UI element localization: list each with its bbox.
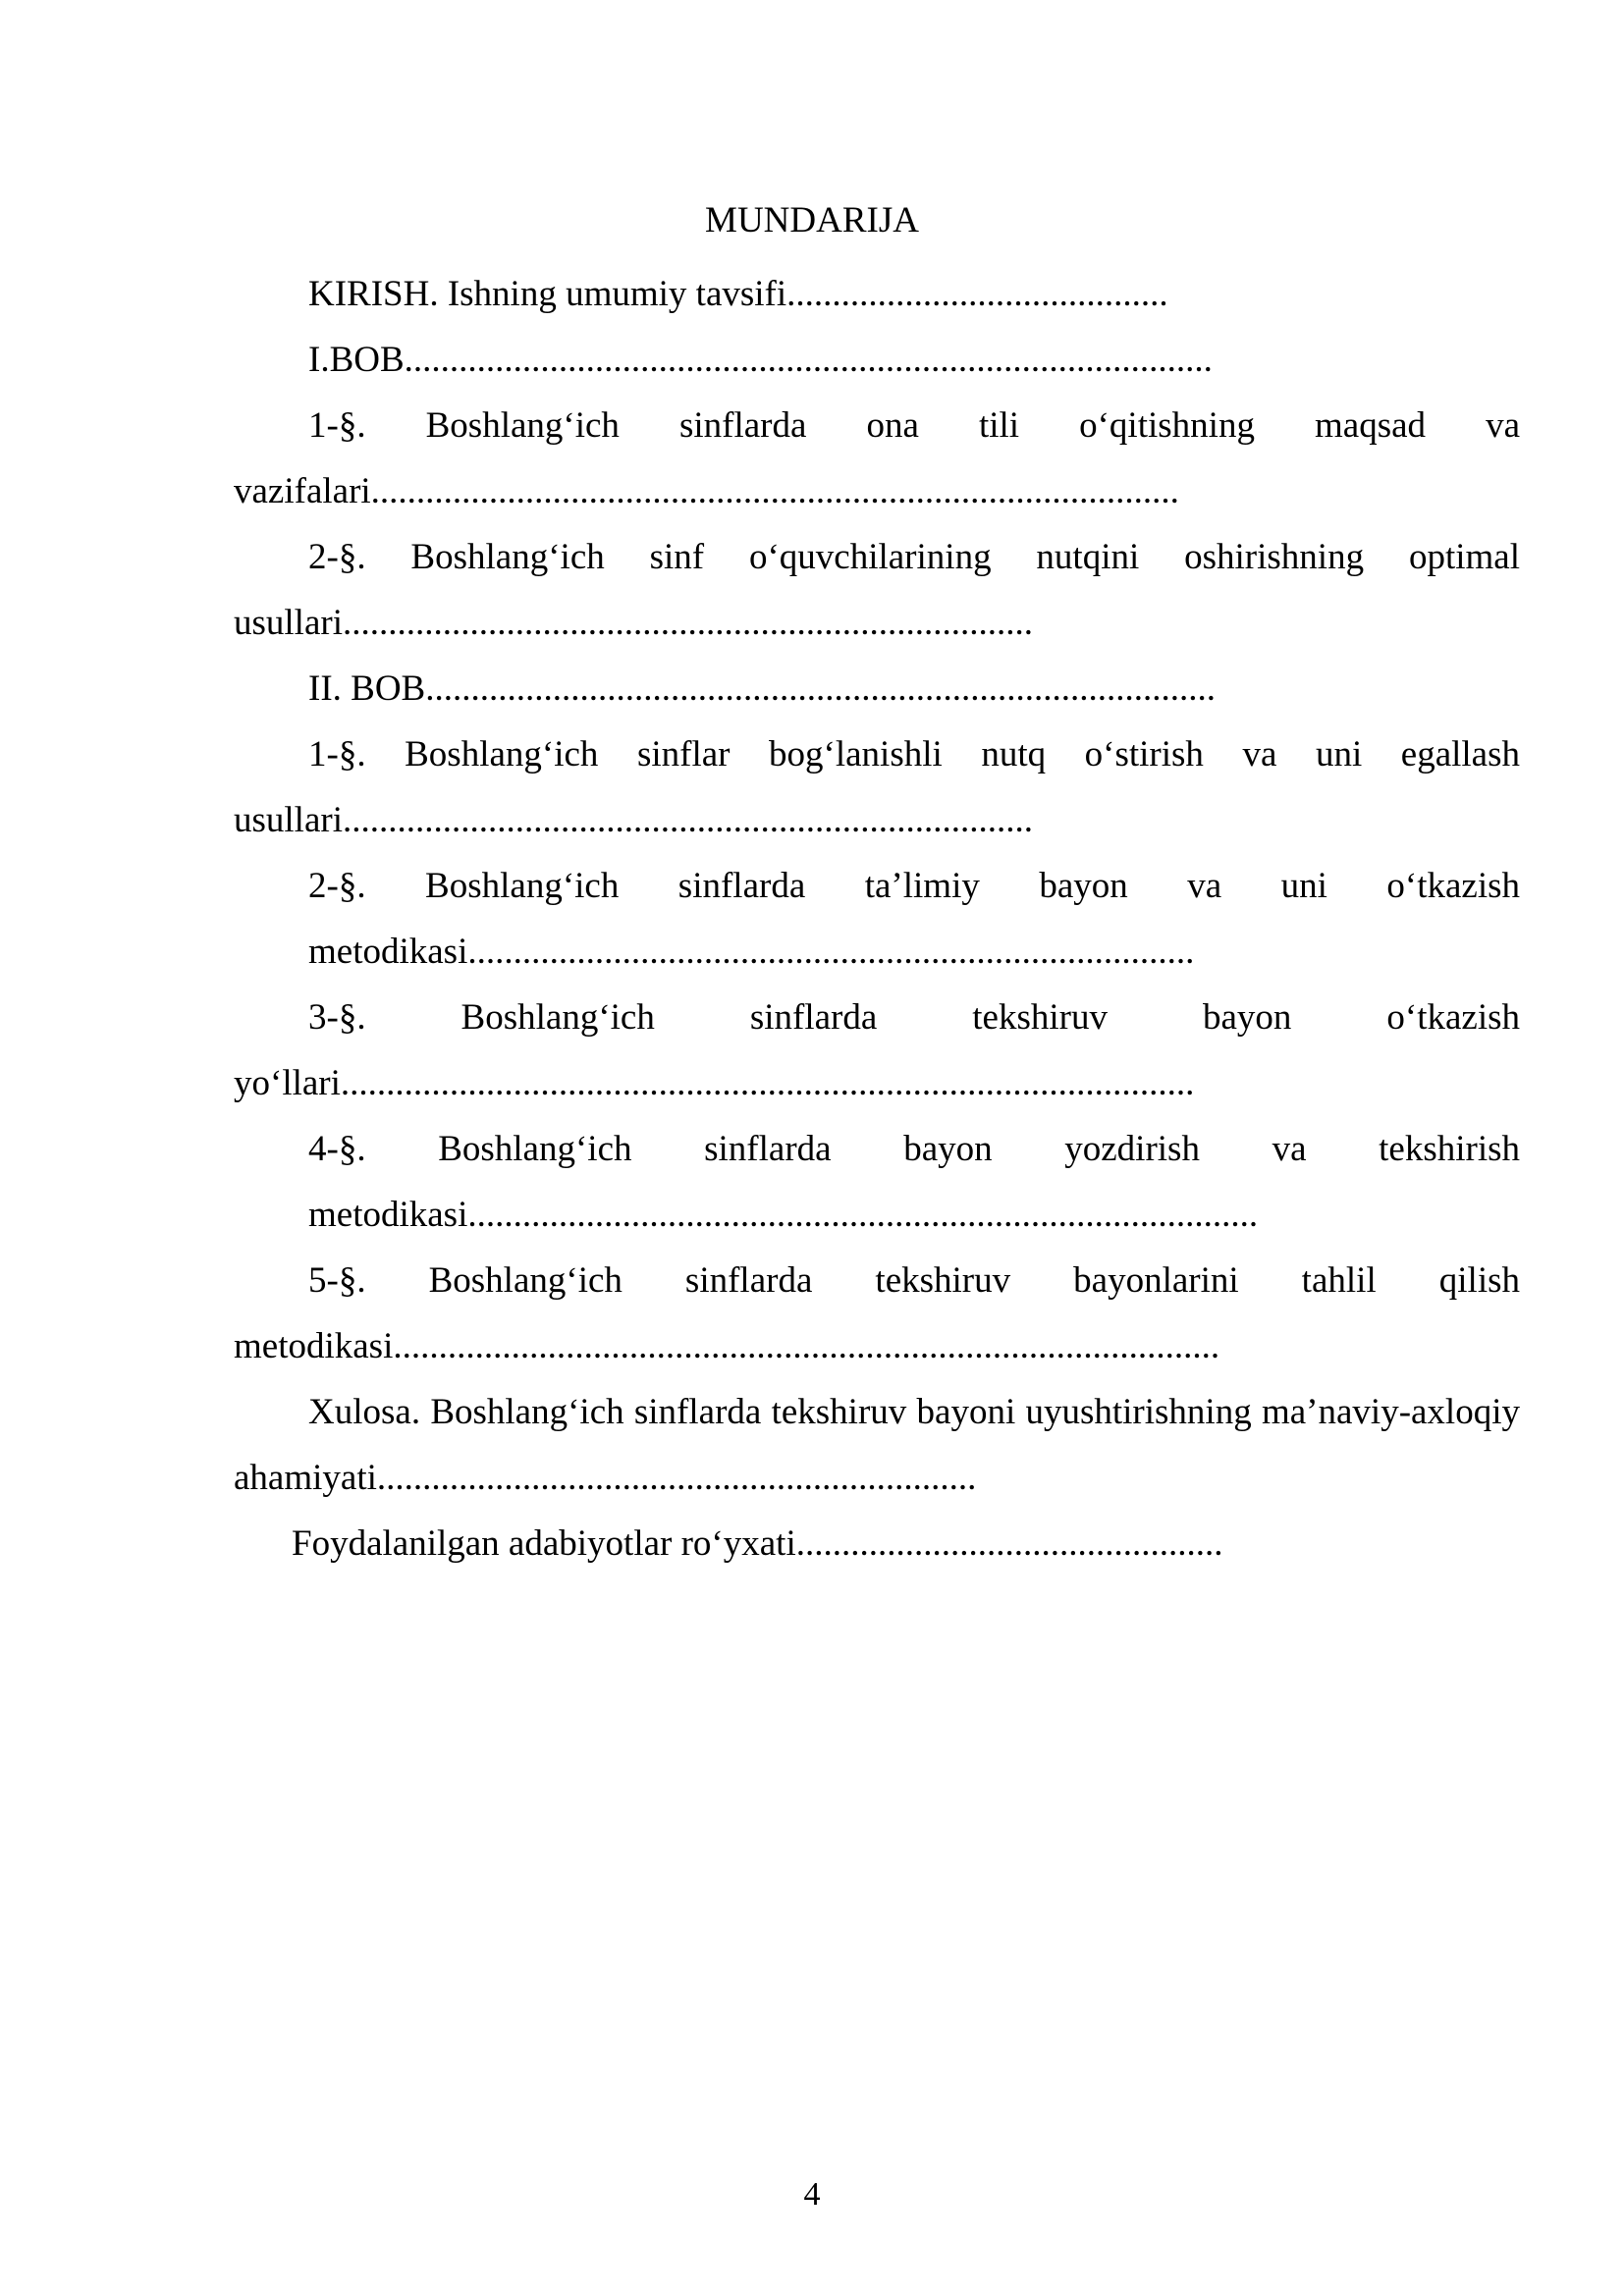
toc-entry-chapter-2: II. BOB....................................................................................... bbox=[308, 668, 1216, 709]
toc-entry-chapter-2-section-2: 2-§. Boshlang‘ich sinflarda ta’limiy bayon va uni o‘tkazish metodikasi................................................................................ bbox=[308, 866, 1520, 972]
toc-entry-chapter-1-section-1: 1-§. Boshlang‘ich sinflarda ona tili o‘qitishning maqsad va vazifalari......................................................................................... bbox=[234, 405, 1520, 511]
toc-entry-introduction: KIRISH. Ishning umumiy tavsifi.......................................... bbox=[308, 274, 1168, 314]
toc-entry-conclusion: Xulosa. Boshlang‘ich sinflarda tekshiruv bayoni uyushtirishning ma’naviy-axloqiy ahamiyati.................................................................. bbox=[234, 1392, 1520, 1498]
table-of-contents bbox=[234, 261, 1520, 1576]
toc-entry-chapter-2-section-5: 5-§. Boshlang‘ich sinflarda tekshiruv bayonlarini tahlil qilish metodikasi........................................................................................... bbox=[234, 1260, 1520, 1366]
toc-entry-chapter-2-section-3: 3-§. Boshlang‘ich sinflarda tekshiruv bayon o‘tkazish yo‘llari.............................................................................................. bbox=[234, 997, 1520, 1103]
page-number: 4 bbox=[803, 2176, 821, 2213]
toc-entry-chapter-1-section-2: 2-§. Boshlang‘ich sinf o‘quvchilarining nutqini oshirishning optimal usullari............................................................................ bbox=[234, 537, 1520, 643]
toc-title: MUNDARIJA bbox=[705, 200, 919, 240]
toc-entry-chapter-2-section-4: 4-§. Boshlang‘ich sinflarda bayon yozdirish va tekshirish metodikasi....................................................................................... bbox=[308, 1129, 1520, 1235]
toc-entry-chapter-2-section-1: 1-§. Boshlang‘ich sinflar bog‘lanishli nutq o‘stirish va uni egallash usullari............................................................................ bbox=[234, 734, 1520, 840]
toc-entry-bibliography: Foydalanilgan adabiyotlar ro‘yxati............................................... bbox=[292, 1523, 1223, 1564]
toc-entry-chapter-1: I.BOB......................................................................................... bbox=[308, 340, 1213, 380]
